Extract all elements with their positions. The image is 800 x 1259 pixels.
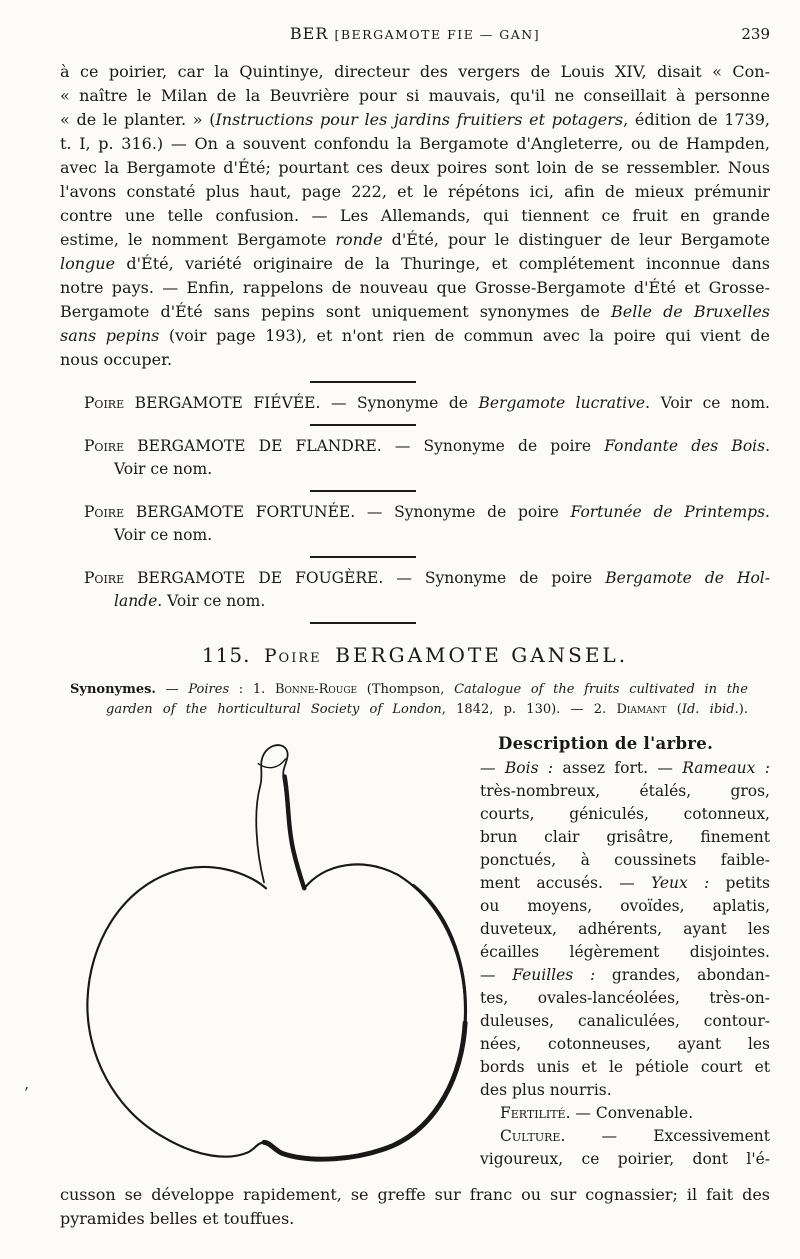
text-segment: ronde bbox=[335, 230, 383, 249]
text-segment: pyramides belles et touffues. bbox=[60, 1209, 295, 1228]
text-segment: t. I, p. 316.) — On a souvent confondu la Bergamote d'Angleterre, ou de Hampden, bbox=[60, 134, 770, 153]
text-segment: . Voir ce nom. bbox=[645, 394, 770, 412]
text-segment: nées, cotonneuses, ayant les bbox=[480, 1035, 770, 1053]
text-line bbox=[60, 228, 770, 252]
text-line bbox=[84, 501, 770, 524]
text-segment: avec la Bergamote d'Été; pourtant ces deux poires sont loin de se ressembler. Nous bbox=[60, 158, 770, 177]
running-title bbox=[60, 24, 770, 43]
text-segment: Catalogue of the fruits cultivated in the bbox=[454, 682, 748, 697]
text-segment: Poire bbox=[84, 569, 125, 587]
text-line bbox=[60, 180, 770, 204]
text-line bbox=[480, 895, 770, 918]
text-line bbox=[480, 826, 770, 849]
synonym-entry-fougere bbox=[84, 567, 770, 613]
text-segment: Fertilité. bbox=[500, 1104, 571, 1122]
article-title-poire: Poire bbox=[264, 646, 322, 667]
text-line bbox=[480, 1102, 770, 1125]
text-line bbox=[84, 590, 770, 613]
text-segment: l'avons constaté plus haut, page 222, et le répétons ici, afin de mieux prémunir bbox=[60, 182, 770, 201]
running-title-section: BER bbox=[289, 24, 329, 43]
synonymes-paragraph bbox=[70, 680, 748, 720]
text-line bbox=[84, 392, 770, 415]
text-segment: BERGAMOTE DE FLANDRE. — Synonyme de poire bbox=[124, 437, 605, 455]
text-segment: Poire bbox=[84, 437, 125, 455]
text-line bbox=[480, 849, 770, 872]
text-segment: — Convenable. bbox=[570, 1104, 694, 1122]
pear-outline-drawing bbox=[60, 731, 472, 1181]
text-segment: assez fort. — bbox=[553, 759, 683, 777]
text-line bbox=[60, 348, 770, 372]
text-line bbox=[84, 435, 770, 458]
synonym-entry-fievee bbox=[84, 392, 770, 415]
text-segment: — bbox=[480, 759, 505, 777]
text-line bbox=[480, 1148, 770, 1171]
text-segment: garden of the horticultural Society of London bbox=[106, 702, 442, 717]
text-segment: brun clair grisâtre, finement bbox=[480, 828, 770, 846]
article-number: 115. bbox=[201, 643, 251, 667]
text-line bbox=[84, 567, 770, 590]
text-segment: Bois : bbox=[504, 759, 554, 777]
text-line bbox=[60, 60, 770, 84]
synonym-entry-fortunee bbox=[84, 501, 770, 547]
text-line bbox=[60, 132, 770, 156]
text-segment: Bonne-Rouge bbox=[274, 682, 358, 697]
text-line bbox=[480, 872, 770, 895]
two-column-section bbox=[60, 731, 770, 1181]
text-segment: , 1842, p. 130). — 2. bbox=[441, 702, 617, 717]
text-line bbox=[480, 1010, 770, 1033]
text-segment: Poire bbox=[84, 503, 125, 521]
text-segment: longue bbox=[60, 254, 116, 273]
text-segment: sans pepins bbox=[60, 326, 160, 345]
text-line bbox=[70, 700, 748, 720]
synonym-entry-flandre bbox=[84, 435, 770, 481]
text-line bbox=[60, 204, 770, 228]
text-segment: « naître le Milan de la Beuvrière pour si mauvais, qu'il ne conseillait à personne bbox=[60, 86, 770, 105]
text-segment: duveteux, adhérents, ayant les bbox=[480, 920, 770, 938]
text-segment: « de le planter. » ( bbox=[60, 110, 216, 129]
text-segment: BERGAMOTE FIÉVÉE. — Synonyme de bbox=[124, 394, 479, 412]
separator-rule bbox=[310, 556, 416, 558]
text-segment: écailles légèrement disjointes. bbox=[480, 943, 770, 961]
text-line bbox=[70, 680, 748, 700]
description-column bbox=[480, 731, 770, 1181]
text-segment: Voir ce nom. bbox=[114, 460, 213, 478]
fertilite-paragraph bbox=[480, 1102, 770, 1125]
intro-paragraph bbox=[60, 60, 770, 372]
text-segment: — bbox=[155, 682, 189, 697]
text-segment: des plus nourris. bbox=[480, 1081, 612, 1099]
text-line bbox=[480, 1079, 770, 1102]
text-segment: bords unis et le pétiole court et bbox=[480, 1058, 770, 1076]
text-segment: Poire bbox=[84, 394, 125, 412]
text-segment: ( bbox=[666, 702, 682, 717]
description-heading: Description de l'arbre. bbox=[498, 734, 714, 753]
text-segment: estime, le nomment Bergamote bbox=[60, 230, 336, 249]
pear-body-outline bbox=[87, 864, 465, 1159]
pear-body-shade-bottom bbox=[264, 1023, 465, 1159]
text-segment: Feuilles : bbox=[512, 966, 596, 984]
text-segment: Bergamote de Hol- bbox=[605, 569, 770, 587]
article-title bbox=[60, 640, 770, 668]
text-line bbox=[84, 524, 770, 547]
text-segment: . Voir ce nom. bbox=[157, 592, 266, 610]
text-line bbox=[60, 108, 770, 132]
text-segment: vigoureux, ce poirier, dont l'é- bbox=[480, 1150, 770, 1168]
text-segment: . bbox=[765, 503, 770, 521]
text-segment: nous occuper. bbox=[60, 350, 173, 369]
text-segment: Fondante des Bois bbox=[604, 437, 766, 455]
text-segment: (Thompson, bbox=[357, 682, 455, 697]
description-paragraph bbox=[480, 757, 770, 1102]
text-segment: — Excessivement bbox=[565, 1127, 770, 1145]
text-line bbox=[480, 1125, 770, 1148]
text-line bbox=[60, 300, 770, 324]
text-segment: Diamant bbox=[616, 702, 667, 717]
text-segment: lande bbox=[114, 592, 158, 610]
stray-ink-mark: ’ bbox=[24, 1084, 29, 1102]
text-segment: Yeux : bbox=[650, 874, 710, 892]
text-segment: ponctués, à coussinets faible- bbox=[480, 851, 770, 869]
text-line bbox=[480, 987, 770, 1010]
text-segment: Fortunée de Printemps bbox=[570, 503, 766, 521]
separator-rule bbox=[310, 490, 416, 492]
pear-stem-shade bbox=[285, 776, 305, 888]
text-segment: duleuses, canaliculées, contour- bbox=[480, 1012, 770, 1030]
text-segment: tes, ovales-lancéolées, très-on- bbox=[480, 989, 770, 1007]
text-line bbox=[60, 276, 770, 300]
pear-body-shade-right bbox=[413, 885, 465, 1022]
text-segment: ment accusés. — bbox=[480, 874, 651, 892]
separator-rule bbox=[310, 381, 416, 383]
culture-paragraph bbox=[480, 1125, 770, 1171]
text-line bbox=[60, 1207, 770, 1231]
text-segment: : 1. bbox=[229, 682, 275, 697]
text-segment: , édition de 1739, bbox=[623, 110, 771, 129]
text-line bbox=[480, 918, 770, 941]
text-segment: Poires bbox=[188, 682, 230, 697]
text-line bbox=[480, 1033, 770, 1056]
text-line bbox=[480, 941, 770, 964]
text-segment: d'Été, variété originaire de la Thuringe, et complétement inconnue dans bbox=[115, 254, 770, 273]
text-segment: Culture. bbox=[500, 1127, 566, 1145]
separator-rule bbox=[310, 622, 416, 624]
text-line bbox=[480, 964, 770, 987]
text-segment: très-nombreux, étalés, gros, bbox=[480, 782, 770, 800]
article-title-name: BERGAMOTE GANSEL. bbox=[335, 643, 629, 667]
text-segment: Belle de Bruxelles bbox=[611, 302, 770, 321]
text-segment: . bbox=[765, 437, 771, 455]
text-line bbox=[60, 252, 770, 276]
text-segment: grandes, abondan- bbox=[595, 966, 770, 984]
text-segment: d'Été, pour le distinguer de leur Bergamote bbox=[382, 230, 771, 249]
text-segment: Bergamote d'Été sans pepins sont uniquement synonymes de bbox=[60, 302, 612, 321]
text-line bbox=[60, 84, 770, 108]
text-line bbox=[60, 156, 770, 180]
text-segment: BERGAMOTE DE FOUGÈRE. — Synonyme de poire bbox=[124, 569, 606, 587]
text-line bbox=[60, 324, 770, 348]
text-segment: notre pays. — Enfin, rappelons de nouveau que Grosse-Bergamote d'Été et Grosse- bbox=[60, 278, 770, 297]
text-segment: petits bbox=[709, 874, 770, 892]
text-line bbox=[480, 803, 770, 826]
text-segment: courts, géniculés, cotonneux, bbox=[480, 805, 770, 823]
separator-rule bbox=[310, 424, 416, 426]
text-segment: ou moyens, ovoïdes, aplatis, bbox=[480, 897, 770, 915]
text-line bbox=[480, 780, 770, 803]
text-segment: contre une telle confusion. — Les Allemands, qui tiennent ce fruit en grande bbox=[60, 206, 770, 225]
text-line bbox=[480, 1056, 770, 1079]
running-title-range: [BERGAMOTE FIE — GAN] bbox=[334, 27, 541, 42]
text-line bbox=[60, 1183, 770, 1207]
text-line bbox=[84, 458, 770, 481]
pear-illustration bbox=[60, 731, 472, 1181]
text-segment: Bergamote lucrative bbox=[478, 394, 646, 412]
text-segment: BERGAMOTE FORTUNÉE. — Synonyme de poire bbox=[124, 503, 571, 521]
text-segment: Id. ibid. bbox=[681, 702, 739, 717]
text-segment: Synonymes. bbox=[70, 682, 156, 697]
text-segment: (voir page 193), et n'ont rien de commun avec la poire qui vient de bbox=[159, 326, 771, 345]
page-number: 239 bbox=[741, 25, 770, 43]
text-segment: — bbox=[480, 966, 513, 984]
closing-paragraph bbox=[60, 1183, 770, 1231]
text-segment: Instructions pour les jardins fruitiers et potagers bbox=[215, 110, 624, 129]
text-segment: Voir ce nom. bbox=[114, 526, 213, 544]
text-segment: à ce poirier, car la Quintinye, directeur des vergers de Louis XIV, disait « Con- bbox=[60, 62, 770, 81]
text-line bbox=[480, 757, 770, 780]
page-header bbox=[60, 24, 770, 46]
text-segment: Rameaux : bbox=[682, 759, 770, 777]
text-segment: cusson se développe rapidement, se greffe sur franc ou sur cognassier; il fait des bbox=[60, 1185, 770, 1204]
text-segment: ). bbox=[738, 702, 748, 717]
